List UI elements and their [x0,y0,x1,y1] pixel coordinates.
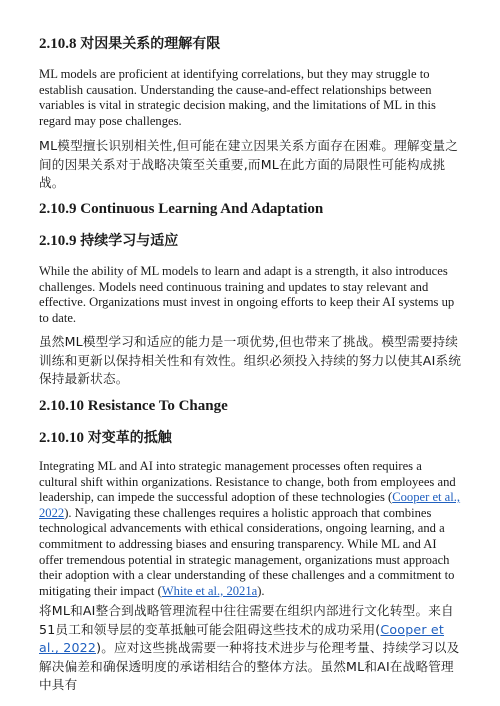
section-title-zh: 持续学习与适应 [80,233,179,249]
citation-link-white-2021a[interactable]: White et al., 2021a [161,583,258,598]
paragraph-text: 将ML和AI整合到战略管理流程中往往需要在组织内部进行文化转型。来自51员工和领导层的变革抵触可能会阻碍这些技术的成功采用( [39,603,454,637]
section-heading-2-10-10-zh [39,429,463,447]
section-heading-2-10-10-en: 2.10.10 Resistance To Change [39,398,228,414]
paragraph-en-causation: ML models are proficient at identifying correlations, but they may struggle to establish causation. Understanding the cause-and-effect relationships between variables is vital in strategic decision making, and the limitations of ML in this regard may pose challenges. [39,67,436,128]
section-title-zh: 对因果关系的理解有限 [80,36,221,52]
paragraph-en-resistance [39,459,463,599]
citation-link-cooper-2022[interactable]: Cooper et al., 2022 [39,490,461,520]
paragraph-text: ). [257,583,265,598]
section-heading-2-10-8 [39,35,463,53]
citation-link-cooper-2022-zh[interactable]: Cooper et al., 2022 [39,621,445,655]
section-number: 2.10.10 [39,430,84,446]
section-number: 2.10.8 [39,36,77,52]
paragraph-text: Integrating ML and AI into strategic management processes often requires a cultural shift within organizations. Resistance to change, both from employees and leadership, can impede the successful adoption of these technologies ( [39,459,456,505]
paragraph-zh-causation: ML模型擅长识别相关性,但可能在建立因果关系方面存在困难。理解变量之间的因果关系对于战略决策至关重要,而ML在此方面的局限性可能构成挑战。 [39,138,459,190]
paragraph-text: ). Navigating these challenges requires a holistic approach that combines technological advancements with ethical considerations, ongoing learning, and a commitment to addressing biases and ensuring transparency. While ML and AI offer tremendous potential in strategic management, organizations must approach their adoption with a clear understanding of these challenges and a commitment to mitigating their impact ( [39,505,455,598]
section-title-zh: 对变革的抵触 [87,430,172,446]
paragraph-en-continuous-learning: While the ability of ML models to learn and adapt is a strength, it also introduces challenges. Models need continuous training and updates to stay relevant and effective. Organizations must invest in ongoing efforts to keep their AI systems up to date. [39,264,455,325]
section-heading-2-10-9-zh [39,232,463,250]
paragraph-zh-resistance [39,602,463,695]
paragraph-zh-continuous-learning: 虽然ML模型学习和适应的能力是一项优势,但也带来了挑战。模型需要持续训练和更新以保持相关性和有效性。组织必须投入持续的努力以使其AI系统保持最新状态。 [39,334,462,386]
section-number: 2.10.9 [39,233,77,249]
paragraph-text: )。应对这些挑战需要一种将技术进步与伦理考量、持续学习以及解决偏差和确保透明度的承诺相结合的整体方法。虽然ML和AI在战略管理中具有 [39,640,460,692]
section-heading-2-10-9-en: 2.10.9 Continuous Learning And Adaptation [39,201,324,217]
